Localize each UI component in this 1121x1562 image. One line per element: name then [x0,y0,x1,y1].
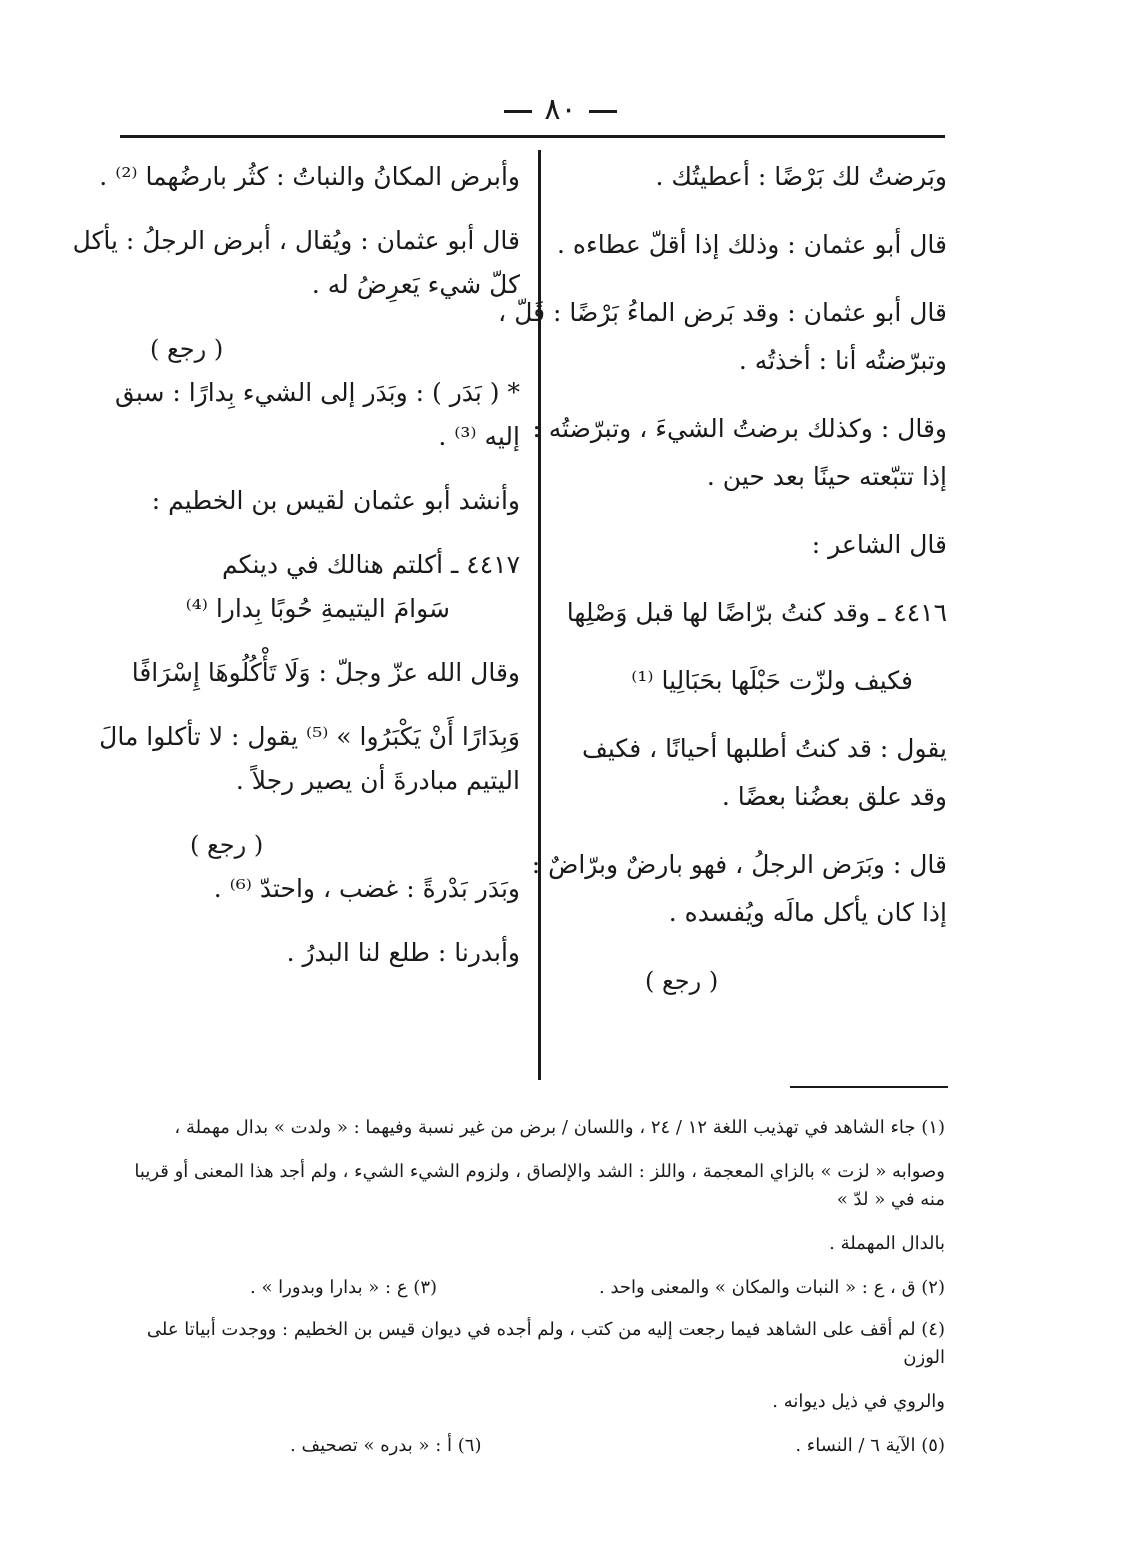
right-line: إذا كان يأكل مالَه ويُفسده . [668,898,947,927]
left-line: اليتيم مبادرةَ أن يصير رجلاً . [235,766,520,795]
section-marker: ( رجع ) [150,335,224,363]
left-line: كلّ شيء يَعرِضُ له . [311,270,520,299]
left-line: وأبدرنا : طلع لنا البدرُ . [286,938,520,967]
footnote-4: (٤) لم أقف على الشاهد فيما رجعت إليه من كتب ، ولم أجده في ديوان قيس بن الخطيم : ووجدت أبياتا على الوزن [146,1319,945,1368]
entry-heading: * ( بَدَر ) : وبَدَر إلى الشيء بِدارًا : سبق [115,378,520,407]
footnote-2: (٢) ق ، ع : « النبات والمكان » والمعنى واحد . [599,1277,945,1298]
footnote-1-cont: وصوابه « لزت » بالزاي المعجمة ، واللز : الشد والإلصاق ، ولزوم الشيء الشيء ، ولم أجد هذا المعنى أو قريبا منه في « لدّ » [134,1161,945,1210]
footnote-1-cont: بالدال المهملة . [829,1233,945,1254]
left-line: وَبِدَارًا أَنْ يَكْبَرُوا » ⁽⁵⁾ يقول : لا تأكلوا مالَ [99,722,520,751]
right-line: وقد علق بعضُنا بعضًا . [721,782,947,811]
right-line: وقال : وكذلك برضتُ الشيءَ ، وتبرّضتُه : [532,414,947,443]
left-line: إليه ⁽³⁾ . [438,422,520,451]
verse-line: ٤٤١٦ ـ وقد كنتُ برّاضًا لها قبل وَصْلِها [566,598,947,627]
left-column [72,160,520,1000]
left-line: قال أبو عثمان : ويُقال ، أبرض الرجلُ : يأكل [72,226,520,255]
footnote-row [130,1274,945,1302]
header-rule [120,135,945,138]
footnotes [130,1114,945,1474]
footnote-row [130,1432,945,1460]
right-line: قال : وبَرَض الرجلُ ، فهو بارضٌ وبرّاضٌ : [531,850,947,879]
right-line: قال أبو عثمان : وذلك إذا أقلّ عطاءه . [556,230,947,259]
column-divider [538,150,541,1080]
right-line: إذا تتبّعته حينًا بعد حين . [706,462,947,491]
footnote-1: (١) جاء الشاهد في تهذيب اللغة ١٢ / ٢٤ ، واللسان / برض من غير نسبة وفيهما : « ولدت » بدال مهملة ، [174,1117,945,1138]
right-line: وبَرضتُ لك بَرْضًا : أعطيتُك . [655,162,947,191]
page-number: ٨٠ [544,92,577,127]
header-dash-right [589,110,617,113]
right-line: وتبرّضتُه أنا : أخذتُه . [738,346,947,375]
right-column [498,160,947,1032]
verse-line: سَوامَ اليتيمةِ حُوبًا بِدارا ⁽⁴⁾ [185,594,450,623]
left-line: وأبرض المكانُ والنباتُ : كثُر بارضُهما ⁽²⁾ . [99,162,520,191]
right-line: يقول : قد كنتُ أطلبها أحيانًا ، فكيف [582,734,947,763]
verse-line: فكيف ولزّت حَبْلَها بحَبَالِيا ⁽¹⁾ [631,666,913,695]
right-line: قال أبو عثمان : وقد بَرض الماءُ بَرْضًا : قَلّ ، [498,298,947,327]
left-line: وقال الله عزّ وجلّ : وَلَا تَأْكُلُوهَا إِسْرَافًا [131,658,520,687]
verse-line: ٤٤١٧ ـ أكلتم هنالك في دينكم [222,550,520,579]
header-dash-left [504,110,532,113]
section-marker: ( رجع ) [190,831,264,859]
right-line: قال الشاعر : [811,530,947,559]
left-line: وبَدَر بَدْرةً : غضب ، واحتدّ ⁽⁶⁾ . [213,874,520,903]
footnote-3: (٣) ع : « بدارا وبدورا » . [250,1277,438,1298]
footnote-4-cont: والروي في ذيل ديوانه . [772,1391,945,1412]
page-number-header [0,92,1121,127]
footnote-5: (٥) الآية ٦ / النساء . [795,1435,945,1456]
section-marker: ( رجع ) [645,967,719,995]
footnote-rule [790,1086,948,1088]
footnote-6: (٦) أ : « بدره » تصحيف . [290,1435,482,1456]
left-line: وأنشد أبو عثمان لقيس بن الخطيم : [151,486,520,515]
